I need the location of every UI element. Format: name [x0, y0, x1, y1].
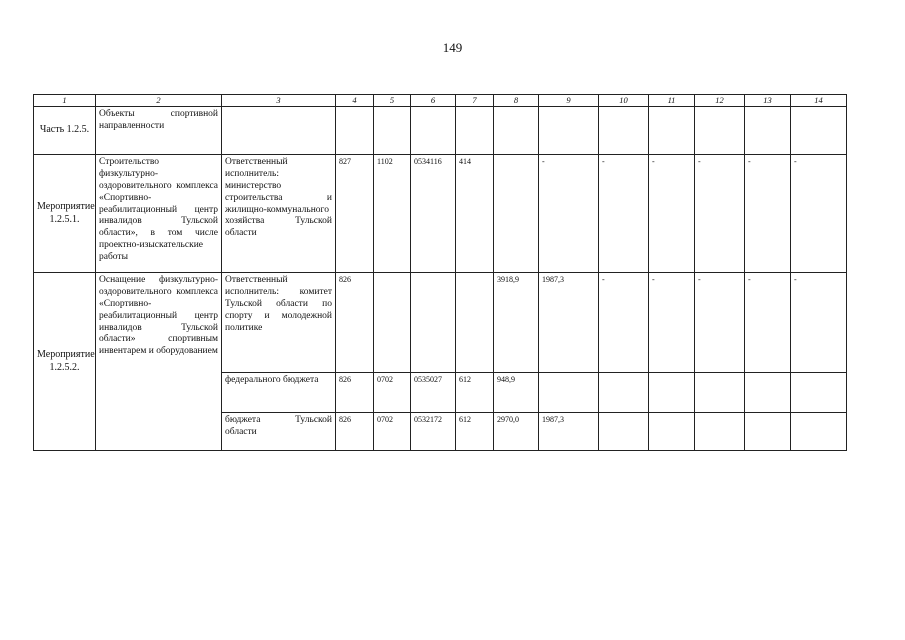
table-cell	[745, 413, 791, 451]
table-cell: 0702	[374, 413, 411, 451]
table-cell: -	[791, 155, 847, 273]
table-cell: -	[695, 273, 745, 373]
measure-1-label: Мероприятие 1.2.5.1.	[34, 155, 96, 273]
funding-source-federal: федерального бюджета	[222, 373, 336, 413]
table-cell	[599, 107, 649, 155]
table-cell: -	[791, 273, 847, 373]
table-cell	[791, 107, 847, 155]
table-cell: 826	[336, 273, 374, 373]
table-cell: 2970,0	[494, 413, 539, 451]
part-row	[34, 107, 847, 155]
table-cell: 414	[456, 155, 494, 273]
table-cell	[791, 373, 847, 413]
table-cell	[599, 373, 649, 413]
budget-table	[33, 94, 847, 451]
header-row	[34, 95, 847, 107]
table-cell	[695, 107, 745, 155]
table-cell	[494, 107, 539, 155]
table-cell: 948,9	[494, 373, 539, 413]
measure-1-executor: Ответственный исполнитель: министерство строительства и жилищно-коммунального хозяйства Тульской области	[222, 155, 336, 273]
page-number: 149	[442, 40, 463, 55]
table-cell	[649, 413, 695, 451]
table-cell: 612	[456, 413, 494, 451]
table-cell: 0535027	[411, 373, 456, 413]
measure-1-description: Строительство физкультурно-оздоровительного комплекса «Спортивно-реабилитационный центр инвалидов Тульской области», в том числе проектно-изыскательские работы	[96, 155, 222, 273]
part-title: Объекты спортивной направленности	[96, 107, 222, 155]
table-cell	[745, 373, 791, 413]
table-cell: 827	[336, 155, 374, 273]
table-cell	[411, 273, 456, 373]
table-cell: -	[649, 273, 695, 373]
measure-2-row-1	[34, 273, 847, 373]
header-cell: 14	[791, 95, 847, 107]
table-cell	[456, 107, 494, 155]
header-cell: 8	[494, 95, 539, 107]
header-cell: 3	[222, 95, 336, 107]
table-cell: 1987,3	[539, 413, 599, 451]
table-cell: 0532172	[411, 413, 456, 451]
funding-source-regional: бюджета Тульской области	[222, 413, 336, 451]
table-cell	[539, 373, 599, 413]
table-cell: 612	[456, 373, 494, 413]
table-cell: 0702	[374, 373, 411, 413]
header-cell: 10	[599, 95, 649, 107]
table-cell: 826	[336, 413, 374, 451]
table-cell	[745, 107, 791, 155]
header-cell: 12	[695, 95, 745, 107]
table-cell: -	[599, 155, 649, 273]
measure-2-description: Оснащение физкультурно-оздоровительного комплекса «Спортивно-реабилитационный центр инвалидов Тульской области» спортивным инвентарем и оборудованием	[96, 273, 222, 451]
table-cell	[695, 373, 745, 413]
table-cell	[791, 413, 847, 451]
table-cell	[649, 373, 695, 413]
table-cell	[539, 107, 599, 155]
table-cell: -	[745, 155, 791, 273]
table-cell	[456, 273, 494, 373]
part-label: Часть 1.2.5.	[34, 107, 96, 155]
table-cell	[599, 413, 649, 451]
header-cell: 13	[745, 95, 791, 107]
table-cell	[336, 107, 374, 155]
header-cell: 9	[539, 95, 599, 107]
header-cell: 4	[336, 95, 374, 107]
table-cell: 0534116	[411, 155, 456, 273]
header-cell: 2	[96, 95, 222, 107]
table-cell: -	[745, 273, 791, 373]
table-cell: -	[649, 155, 695, 273]
header-cell: 11	[649, 95, 695, 107]
table-cell: 1102	[374, 155, 411, 273]
table-cell	[494, 155, 539, 273]
table-cell: 826	[336, 373, 374, 413]
table-cell	[411, 107, 456, 155]
table-cell: 3918,9	[494, 273, 539, 373]
table-cell	[374, 273, 411, 373]
header-cell: 6	[411, 95, 456, 107]
table-cell	[374, 107, 411, 155]
header-cell: 7	[456, 95, 494, 107]
measure-1-row	[34, 155, 847, 273]
table-cell	[695, 413, 745, 451]
table-cell: -	[599, 273, 649, 373]
header-cell: 1	[34, 95, 96, 107]
header-cell: 5	[374, 95, 411, 107]
measure-2-label: Мероприятие 1.2.5.2.	[34, 273, 96, 451]
table-cell: -	[539, 155, 599, 273]
table-cell: -	[695, 155, 745, 273]
table-cell	[222, 107, 336, 155]
table-cell: 1987,3	[539, 273, 599, 373]
measure-2-executor: Ответственный исполнитель: комитет Тульской области по спорту и молодежной политике	[222, 273, 336, 373]
table-cell	[649, 107, 695, 155]
